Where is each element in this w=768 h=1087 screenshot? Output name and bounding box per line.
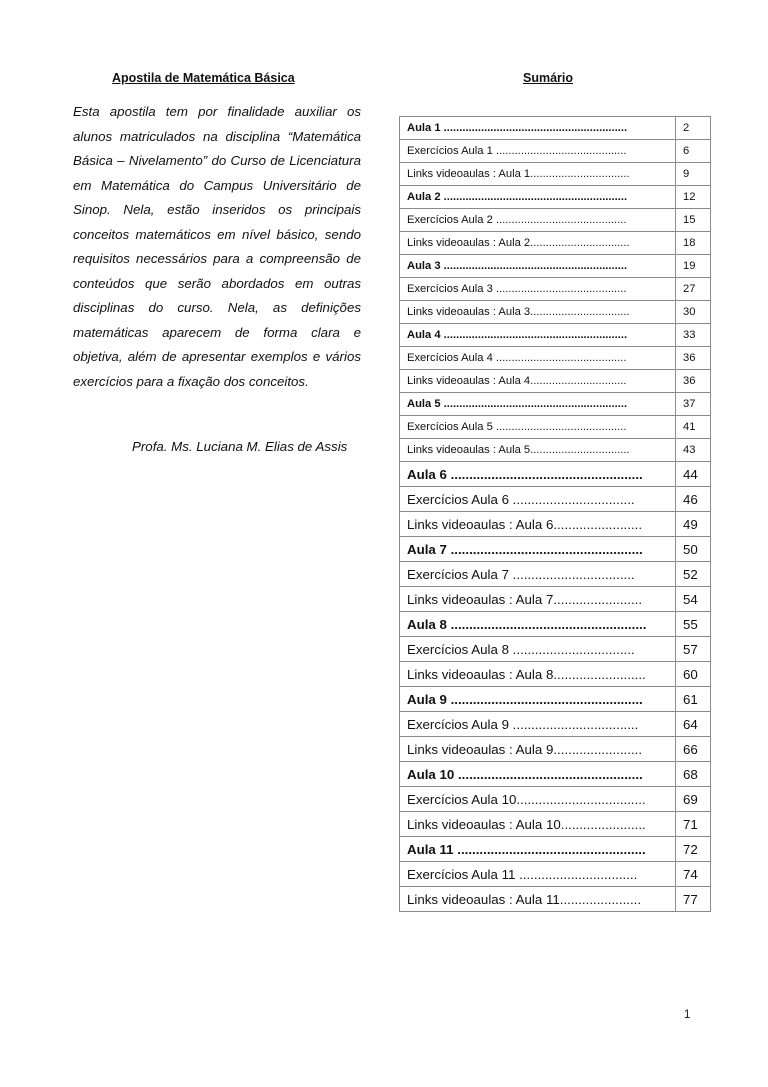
- toc-entry-page: 55: [676, 612, 711, 637]
- toc-row: [400, 255, 711, 278]
- toc-row: [400, 186, 711, 209]
- toc-entry-page: 36: [676, 347, 711, 370]
- toc-entry-page: 46: [676, 487, 711, 512]
- toc-row: [400, 439, 711, 462]
- toc-entry-page: 15: [676, 209, 711, 232]
- toc-row: [400, 117, 711, 140]
- toc-entry-page: 72: [676, 837, 711, 862]
- toc-row: [400, 163, 711, 186]
- toc-entry-label: Exercícios Aula 5 ..........................................: [400, 416, 676, 439]
- toc-entry-page: 19: [676, 255, 711, 278]
- toc-entry-label: Links videoaulas : Aula 11......................: [400, 887, 676, 912]
- toc-entry-label: Aula 5 ...........................................................: [400, 393, 676, 416]
- toc-entry-label: Aula 3 ...........................................................: [400, 255, 676, 278]
- toc-entry-label: Links videoaulas : Aula 4...............................: [400, 370, 676, 393]
- toc-entry-label: Exercícios Aula 2 ..........................................: [400, 209, 676, 232]
- toc-entry-page: 64: [676, 712, 711, 737]
- toc-row: [400, 587, 711, 612]
- toc-row: [400, 462, 711, 487]
- toc-entry-label: Aula 11 ...................................................: [400, 837, 676, 862]
- toc-entry-page: 57: [676, 637, 711, 662]
- toc-entry-page: 43: [676, 439, 711, 462]
- toc-entry-page: 60: [676, 662, 711, 687]
- toc-entry-label: Aula 8 .....................................................: [400, 612, 676, 637]
- toc-entry-label: Links videoaulas : Aula 6........................: [400, 512, 676, 537]
- toc-entry-label: Exercícios Aula 9 ..................................: [400, 712, 676, 737]
- toc-entry-page: 61: [676, 687, 711, 712]
- toc-row: [400, 370, 711, 393]
- toc-entry-page: 49: [676, 512, 711, 537]
- toc-entry-page: 27: [676, 278, 711, 301]
- toc-entry-label: Aula 10 ..................................................: [400, 762, 676, 787]
- toc-entry-page: 71: [676, 812, 711, 837]
- document-title: Apostila de Matemática Básica: [112, 71, 295, 85]
- toc-entry-label: Exercícios Aula 8 .................................: [400, 637, 676, 662]
- toc-entry-page: 36: [676, 370, 711, 393]
- toc-row: [400, 209, 711, 232]
- toc-entry-label: Exercícios Aula 7 .................................: [400, 562, 676, 587]
- toc-entry-label: Exercícios Aula 3 ..........................................: [400, 278, 676, 301]
- toc-row: [400, 662, 711, 687]
- author-signature: Profa. Ms. Luciana M. Elias de Assis: [132, 439, 348, 454]
- table-of-contents: [399, 116, 711, 912]
- toc-entry-page: 69: [676, 787, 711, 812]
- toc-row: [400, 278, 711, 301]
- toc-row: [400, 232, 711, 255]
- toc-row: [400, 712, 711, 737]
- toc-entry-label: Exercícios Aula 1 ..........................................: [400, 140, 676, 163]
- toc-entry-page: 44: [676, 462, 711, 487]
- toc-entry-label: Links videoaulas : Aula 5................................: [400, 439, 676, 462]
- toc-row: [400, 537, 711, 562]
- toc-row: [400, 762, 711, 787]
- toc-row: [400, 862, 711, 887]
- toc-entry-page: 74: [676, 862, 711, 887]
- toc-entry-page: 30: [676, 301, 711, 324]
- toc-entry-label: Links videoaulas : Aula 3................................: [400, 301, 676, 324]
- toc-entry-label: Exercícios Aula 4 ..........................................: [400, 347, 676, 370]
- toc-row: [400, 393, 711, 416]
- toc-entry-page: 68: [676, 762, 711, 787]
- toc-entry-label: Aula 2 ...........................................................: [400, 186, 676, 209]
- toc-entry-page: 41: [676, 416, 711, 439]
- toc-entry-label: Links videoaulas : Aula 2................................: [400, 232, 676, 255]
- toc-entry-page: 52: [676, 562, 711, 587]
- toc-row: [400, 687, 711, 712]
- toc-entry-label: Links videoaulas : Aula 7........................: [400, 587, 676, 612]
- toc-entry-page: 6: [676, 140, 711, 163]
- toc-row: [400, 416, 711, 439]
- toc-entry-page: 37: [676, 393, 711, 416]
- toc-entry-label: Exercícios Aula 6 .................................: [400, 487, 676, 512]
- toc-row: [400, 887, 711, 912]
- toc-entry-page: 33: [676, 324, 711, 347]
- toc-entry-page: 66: [676, 737, 711, 762]
- toc-entry-page: 12: [676, 186, 711, 209]
- toc-entry-label: Aula 7 ....................................................: [400, 537, 676, 562]
- toc-row: [400, 787, 711, 812]
- toc-entry-page: 18: [676, 232, 711, 255]
- toc-entry-label: Aula 6 ....................................................: [400, 462, 676, 487]
- toc-entry-label: Aula 1 ...........................................................: [400, 117, 676, 140]
- toc-row: [400, 324, 711, 347]
- toc-row: [400, 487, 711, 512]
- toc-row: [400, 347, 711, 370]
- toc-entry-label: Aula 9 ....................................................: [400, 687, 676, 712]
- toc-entry-page: 54: [676, 587, 711, 612]
- toc-entry-page: 2: [676, 117, 711, 140]
- toc-row: [400, 837, 711, 862]
- toc-entry-label: Exercícios Aula 11 ................................: [400, 862, 676, 887]
- toc-row: [400, 140, 711, 163]
- toc-entry-page: 9: [676, 163, 711, 186]
- intro-paragraph: Esta apostila tem por finalidade auxiliar os alunos matriculados na disciplina “Matemática Básica – Nivelamento” do Curso de Licenciatura em Matemática do Campus Universitário de Sinop. Nela, estão inseridos os principais conceitos matemáticos em nível básico, sendo requisitos necessários para a compreensão de conteúdos que serão abordados em outras disciplinas do curso. Nela, as definições matemáticas aparecem de forma clara e objetiva, além de apresentar exemplos e vários exercícios para a fixação dos conceitos.: [73, 104, 361, 389]
- toc-row: [400, 562, 711, 587]
- toc-entry-label: Links videoaulas : Aula 8.........................: [400, 662, 676, 687]
- toc-entry-label: Links videoaulas : Aula 9........................: [400, 737, 676, 762]
- page-number: 1: [684, 1009, 691, 1021]
- toc-entry-label: Links videoaulas : Aula 1................................: [400, 163, 676, 186]
- toc-entry-label: Links videoaulas : Aula 10.......................: [400, 812, 676, 837]
- toc-row: [400, 612, 711, 637]
- toc-title: Sumário: [523, 71, 574, 85]
- toc-entry-page: 77: [676, 887, 711, 912]
- toc-entry-label: Exercícios Aula 10...................................: [400, 787, 676, 812]
- toc-row: [400, 637, 711, 662]
- toc-row: [400, 512, 711, 537]
- toc-row: [400, 301, 711, 324]
- toc-row: [400, 737, 711, 762]
- toc-entry-page: 50: [676, 537, 711, 562]
- toc-entry-label: Aula 4 ...........................................................: [400, 324, 676, 347]
- toc-row: [400, 812, 711, 837]
